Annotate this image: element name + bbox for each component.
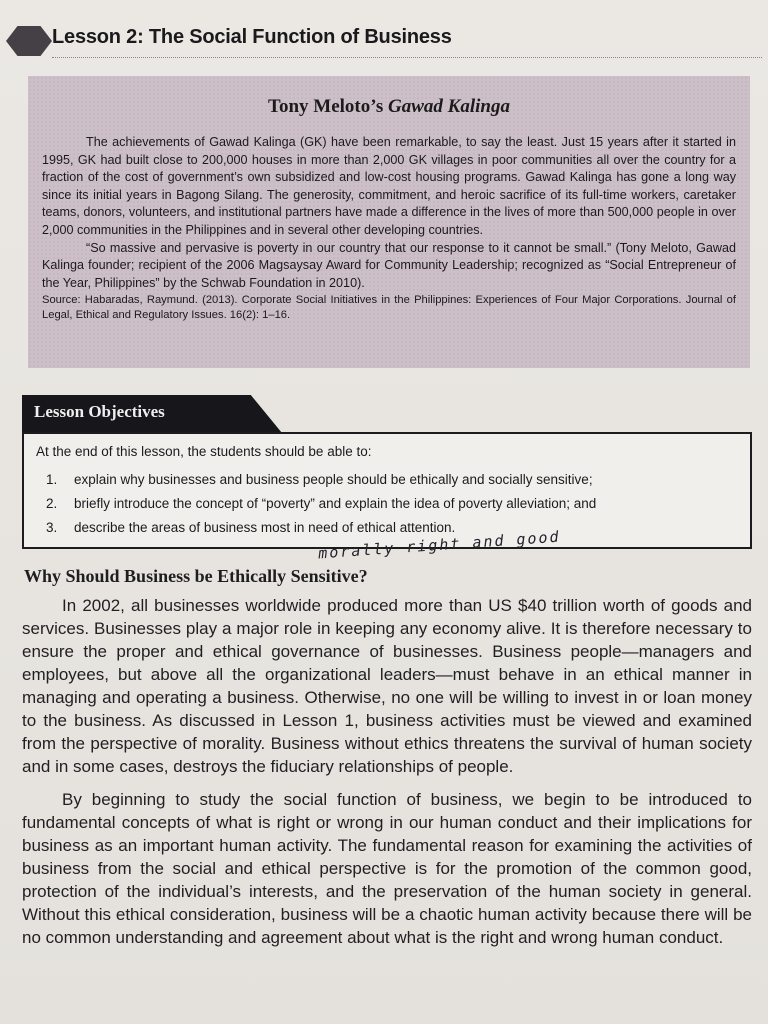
objective-text: briefly introduce the concept of “poverty” and explain the idea of poverty alleviation; and xyxy=(74,496,597,511)
objectives-list xyxy=(46,468,596,540)
hexagon-bullet-icon xyxy=(6,26,52,56)
section-heading: Why Should Business be Ethically Sensitive? xyxy=(24,566,368,586)
objectives-box xyxy=(22,432,752,549)
feature-paragraph-2: “So massive and pervasive is poverty in our country that our response to it cannot be small.” (Tony Meloto, Gawad Kalinga founder; recipient of the 2006 Magsaysay Award for Community Leadership; recognized as “Social Entrepreneur of the Year, Philippines” by the Schwab Foundation in 2010). xyxy=(42,240,736,290)
lesson-title: Lesson 2: The Social Function of Business xyxy=(52,26,452,48)
body-paragraph-1: In 2002, all businesses worldwide produced more than US $40 trillion worth of goods and services. Businesses play a major role in keeping any economy alive. It is therefore necessary to ensure the proper and ethical governance of businesses. Business people—managers and employees, but above all the organizational leaders—must behave in an ethical manner in managing and operating a business. Otherwise, no one will be willing to invest in or loan money to the business. As discussed in Lesson 1, business activities must be viewed and examined from the perspective of morality. Business without ethics threatens the survival of human society and in some cases, destroys the fiduciary relationships of people. xyxy=(22,596,752,776)
feature-paragraph-1: The achievements of Gawad Kalinga (GK) have been remarkable, to say the least. Just 15 years after it started in 1995, GK had built close to 200,000 houses in more than 2,000 GK villages in poor communities all over the country for a fraction of the cost of government’s own subsidized and low-cost housing programs. Gawad Kalinga has gone a long way since its initial years in Bagong Silang. The generosity, commitment, and heroic sacrifice of its full-time workers, caretaker teams, donors, volunteers, and institutional partners have made a difference in the lives of more than 500,000 people in over 2,000 communities in the Philippines and in several other developing countries. xyxy=(42,135,736,237)
body-paragraph-2: By beginning to study the social function of business, we begin to be introduced to fundamental concepts of what is right or wrong in our human conduct and their implications for business as an important human activity. The fundamental reason for examining the activities of business from the social and ethical perspective is for the promotion of the common good, protection of the individual’s interests, and the preservation of the human society in general. Without this ethical consideration, business will be a chaotic human activity because there will be no common understanding and agreement about what is the right and wrong human conduct. xyxy=(22,790,752,947)
handwritten-note: morally right and good xyxy=(317,527,562,563)
feature-title-italic: Gawad Kalinga xyxy=(388,96,510,117)
title-divider xyxy=(52,57,762,58)
feature-source: Source: Habaradas, Raymund. (2013). Corporate Social Initiatives in the Philippines: Experiences of Four Major Corporations. Journal of Legal, Ethical and Regulatory Issues. 16(2): 1–16. xyxy=(42,294,736,322)
section-body xyxy=(22,594,752,959)
feature-box-title xyxy=(28,96,750,118)
objective-text: explain why businesses and business people should be ethically and socially sensitive; xyxy=(74,472,593,487)
objectives-intro: At the end of this lesson, the students should be able to: xyxy=(36,444,372,459)
objective-number: 1. xyxy=(46,472,58,487)
objective-number: 3. xyxy=(46,520,58,535)
feature-box xyxy=(28,76,750,368)
objective-item xyxy=(46,468,596,492)
objectives-tab-label: Lesson Objectives xyxy=(34,402,165,421)
feature-title-plain: Tony Meloto’s xyxy=(268,96,389,117)
objective-number: 2. xyxy=(46,496,58,511)
feature-box-text xyxy=(42,134,736,323)
objective-text: describe the areas of business most in need of ethical attention. xyxy=(74,520,456,535)
objective-item xyxy=(46,492,596,516)
